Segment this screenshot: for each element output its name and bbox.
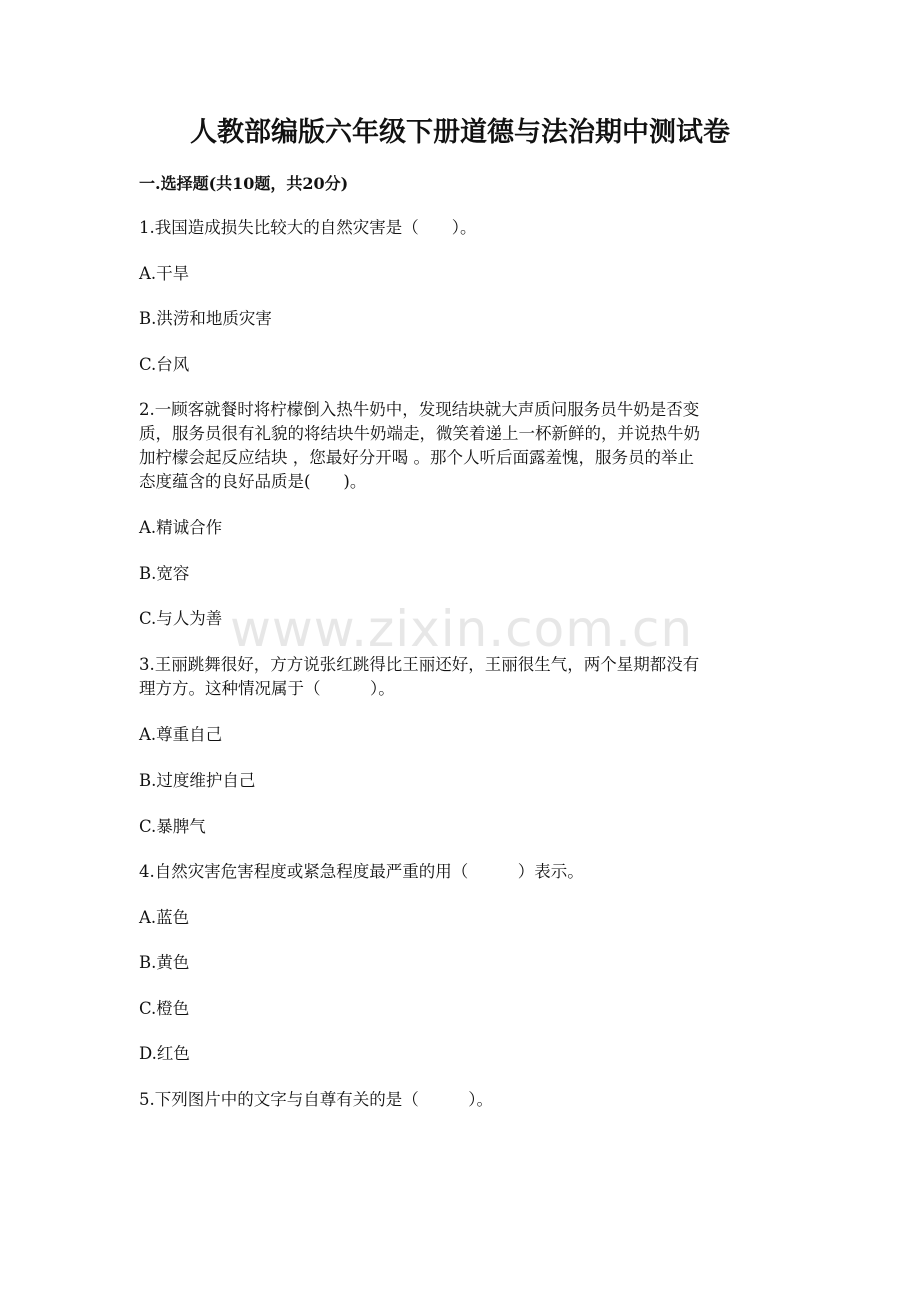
question-5-stem: 5.下列图片中的文字与自尊有关的是（ ）。 [139,1090,493,1109]
question-4-option-a: A.蓝色 [139,908,190,927]
page-title: 人教部编版六年级下册道德与法治期中测试卷 [190,117,730,148]
question-2-stem-line: 加柠檬会起反应结块 ，您最好分开喝 。那个人听后面露羞愧，服务员的举止 [139,448,694,467]
question-2-stem [139,398,779,494]
question-2-option-c: C.与人为善 [139,609,223,628]
question-3-stem [139,653,779,701]
question-3-stem-line: 3.王丽跳舞很好，方方说张红跳得比王丽还好，王丽很生气，两个星期都没有 [139,655,700,674]
question-2-stem-line: 态度蕴含的良好品质是( )。 [139,472,367,491]
watermark: www.zixin.com.cn [230,600,694,658]
section-heading: 一.选择题(共10题，共20分) [139,174,349,193]
question-2-option-b: B.宽容 [139,564,190,583]
question-1-stem: 1.我国造成损失比较大的自然灾害是（ ）。 [139,218,477,237]
question-4-option-c: C.橙色 [139,999,190,1018]
question-3-option-a: A.尊重自己 [139,725,223,744]
question-2-stem-line: 质，服务员很有礼貌的将结块牛奶端走，微笑着递上一杯新鲜的，并说热牛奶 [139,424,700,443]
question-3-stem-line: 理方方。这种情况属于（ ）。 [139,679,395,698]
question-3-option-c: C.暴脾气 [139,817,206,836]
question-3-option-b: B.过度维护自己 [139,771,256,790]
question-4-option-b: B.黄色 [139,953,190,972]
question-1-option-a: A.干旱 [139,264,190,283]
question-4-option-d: D.红色 [139,1044,190,1063]
question-1-option-c: C.台风 [139,355,190,374]
question-1-option-b: B.洪涝和地质灾害 [139,309,272,328]
question-4-stem: 4.自然灾害危害程度或紧急程度最严重的用（ ）表示。 [139,862,584,881]
question-2-option-a: A.精诚合作 [139,518,223,537]
question-2-stem-line: 2.一顾客就餐时将柠檬倒入热牛奶中，发现结块就大声质问服务员牛奶是否变 [139,400,700,419]
